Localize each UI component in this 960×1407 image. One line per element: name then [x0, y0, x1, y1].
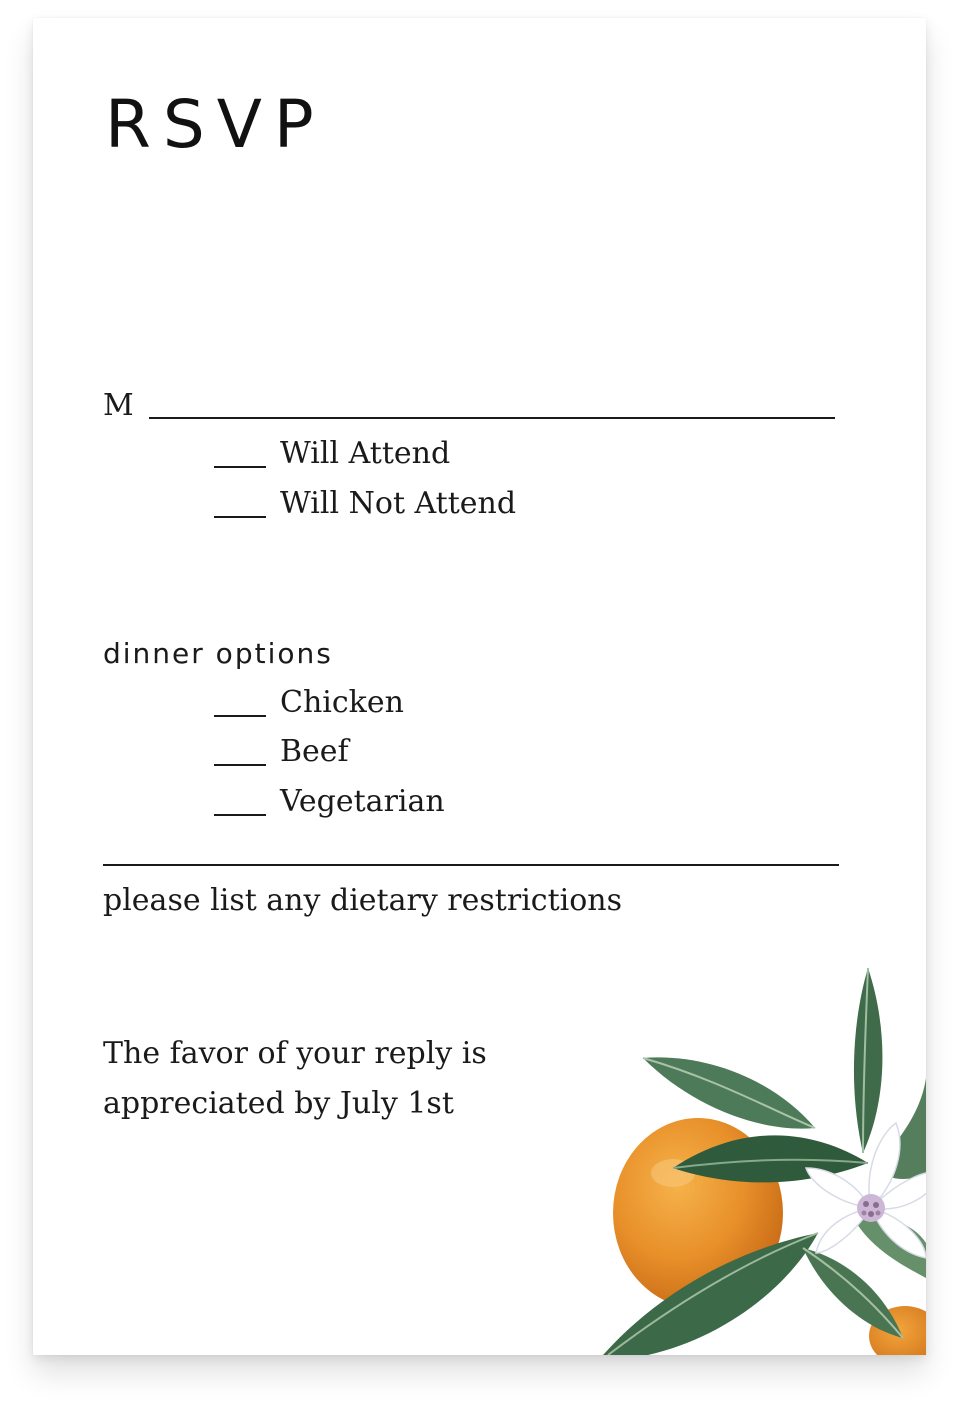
option-label: Will Attend [280, 436, 451, 471]
option-will-attend [214, 432, 450, 476]
option-label: Chicken [280, 685, 404, 720]
option-beef [214, 730, 349, 774]
checkbox-blank-line [214, 764, 266, 766]
checkbox-blank-line [214, 715, 266, 717]
orange-blossom-illustration-icon [553, 958, 926, 1355]
rsvp-card [33, 18, 926, 1355]
option-label: Will Not Attend [280, 486, 517, 521]
name-write-in-line [149, 417, 835, 419]
option-will-not-attend [214, 482, 516, 526]
name-prefix: M [103, 388, 134, 423]
reply-line-1: The favor of your reply is [103, 1036, 487, 1071]
dietary-write-in-line [103, 864, 839, 866]
checkbox-blank-line [214, 516, 266, 518]
rsvp-title: RSVP [105, 86, 326, 163]
option-label: Vegetarian [280, 784, 445, 819]
dinner-options-heading: dinner options [103, 637, 333, 670]
checkbox-blank-line [214, 814, 266, 816]
option-label: Beef [280, 734, 349, 769]
dietary-restrictions-label: please list any dietary restrictions [103, 883, 623, 918]
reply-line-2: appreciated by July 1st [103, 1086, 454, 1121]
option-vegetarian [214, 780, 445, 824]
reply-by-note [103, 1029, 563, 1129]
checkbox-blank-line [214, 466, 266, 468]
option-chicken [214, 681, 404, 725]
